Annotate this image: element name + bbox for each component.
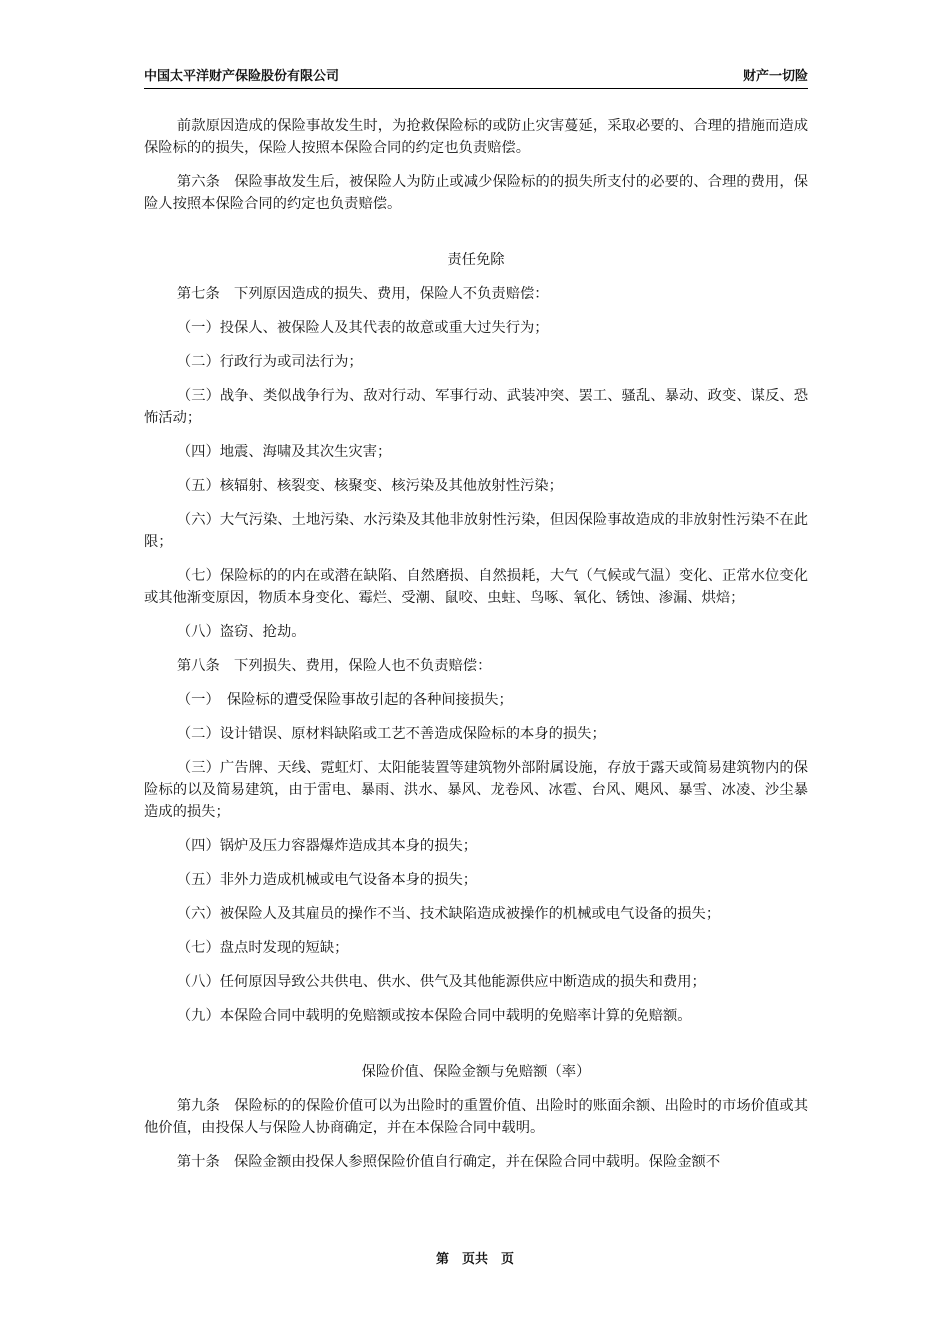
section-heading-exclusions: 责任免除 bbox=[447, 252, 505, 268]
paragraph: （二）行政行为或司法行为； bbox=[176, 354, 363, 370]
paragraph: （一） 保险标的遭受保险事故引起的各种间接损失； bbox=[176, 692, 513, 708]
paragraph: （七）盘点时发现的短缺； bbox=[176, 940, 349, 956]
paragraph: （三）广告牌、天线、霓虹灯、太阳能装置等建筑物外部附属设施，存放于露天或简易建筑物内的保险标的以及简易建筑，由于雷电、暴雨、洪水、暴风、龙卷风、冰雹、台风、飓风、暴雪、冰凌、沙尘暴造成的损失； bbox=[144, 760, 808, 820]
paragraph: 第八条 下列损失、费用，保险人也不负责赔偿： bbox=[176, 658, 492, 674]
company-name: 中国太平洋财产保险股份有限公司 bbox=[144, 69, 340, 84]
paragraph: （九）本保险合同中载明的免赔额或按本保险合同中载明的免赔率计算的免赔额。 bbox=[176, 1008, 692, 1024]
paragraph: （六）被保险人及其雇员的操作不当、技术缺陷造成被操作的机械或电气设备的损失； bbox=[176, 906, 721, 922]
section-heading-insured-value: 保险价值、保险金额与免赔额（率） bbox=[361, 1064, 591, 1080]
paragraph: （一）投保人、被保险人及其代表的故意或重大过失行为； bbox=[176, 320, 549, 336]
paragraph: 第六条 保险事故发生后，被保险人为防止或减少保险标的的损失所支付的必要的、合理的费用，保险人按照本保险合同的约定也负责赔偿。 bbox=[144, 174, 808, 212]
paragraph: （五）非外力造成机械或电气设备本身的损失； bbox=[176, 872, 478, 888]
paragraph: （五）核辐射、核裂变、核聚变、核污染及其他放射性污染； bbox=[176, 478, 563, 494]
paragraph: （四）地震、海啸及其次生灾害； bbox=[176, 444, 392, 460]
paragraph: （七）保险标的的内在或潜在缺陷、自然磨损、自然损耗，大气（气候或气温）变化、正常水位变化或其他渐变原因，物质本身变化、霉烂、受潮、鼠咬、虫蛀、鸟啄、氧化、锈蚀、渗漏、烘焙； bbox=[144, 568, 808, 606]
paragraph: （八）任何原因导致公共供电、供水、供气及其他能源供应中断造成的损失和费用； bbox=[176, 974, 706, 990]
paragraph: 前款原因造成的保险事故发生时，为抢救保险标的或防止灾害蔓延，采取必要的、合理的措施而造成保险标的的损失，保险人按照本保险合同的约定也负责赔偿。 bbox=[144, 118, 808, 156]
paragraph: （三）战争、类似战争行为、敌对行动、军事行动、武装冲突、罢工、骚乱、暴动、政变、谋反、恐怖活动； bbox=[144, 388, 808, 426]
paragraph: （八）盗窃、抢劫。 bbox=[176, 624, 306, 640]
document-body bbox=[144, 115, 808, 1185]
paragraph: （六）大气污染、土地污染、水污染及其他非放射性污染，但因保险事故造成的非放射性污染不在此限； bbox=[144, 512, 808, 550]
paragraph: （二）设计错误、原材料缺陷或工艺不善造成保险标的本身的损失； bbox=[176, 726, 606, 742]
paragraph: 第十条 保险金额由投保人参照保险价值自行确定，并在保险合同中载明。保险金额不 bbox=[176, 1154, 721, 1170]
paragraph: 第七条 下列原因造成的损失、费用，保险人不负责赔偿： bbox=[176, 286, 549, 302]
paragraph: （四）锅炉及压力容器爆炸造成其本身的损失； bbox=[176, 838, 478, 854]
document-type: 财产一切险 bbox=[742, 69, 808, 84]
page-footer: 第 页共 页 bbox=[435, 1252, 514, 1267]
paragraph: 第九条 保险标的的保险价值可以为出险时的重置价值、出险时的账面余额、出险时的市场价值或其他价值，由投保人与保险人协商确定，并在本保险合同中载明。 bbox=[144, 1098, 808, 1136]
page-header bbox=[144, 66, 808, 89]
